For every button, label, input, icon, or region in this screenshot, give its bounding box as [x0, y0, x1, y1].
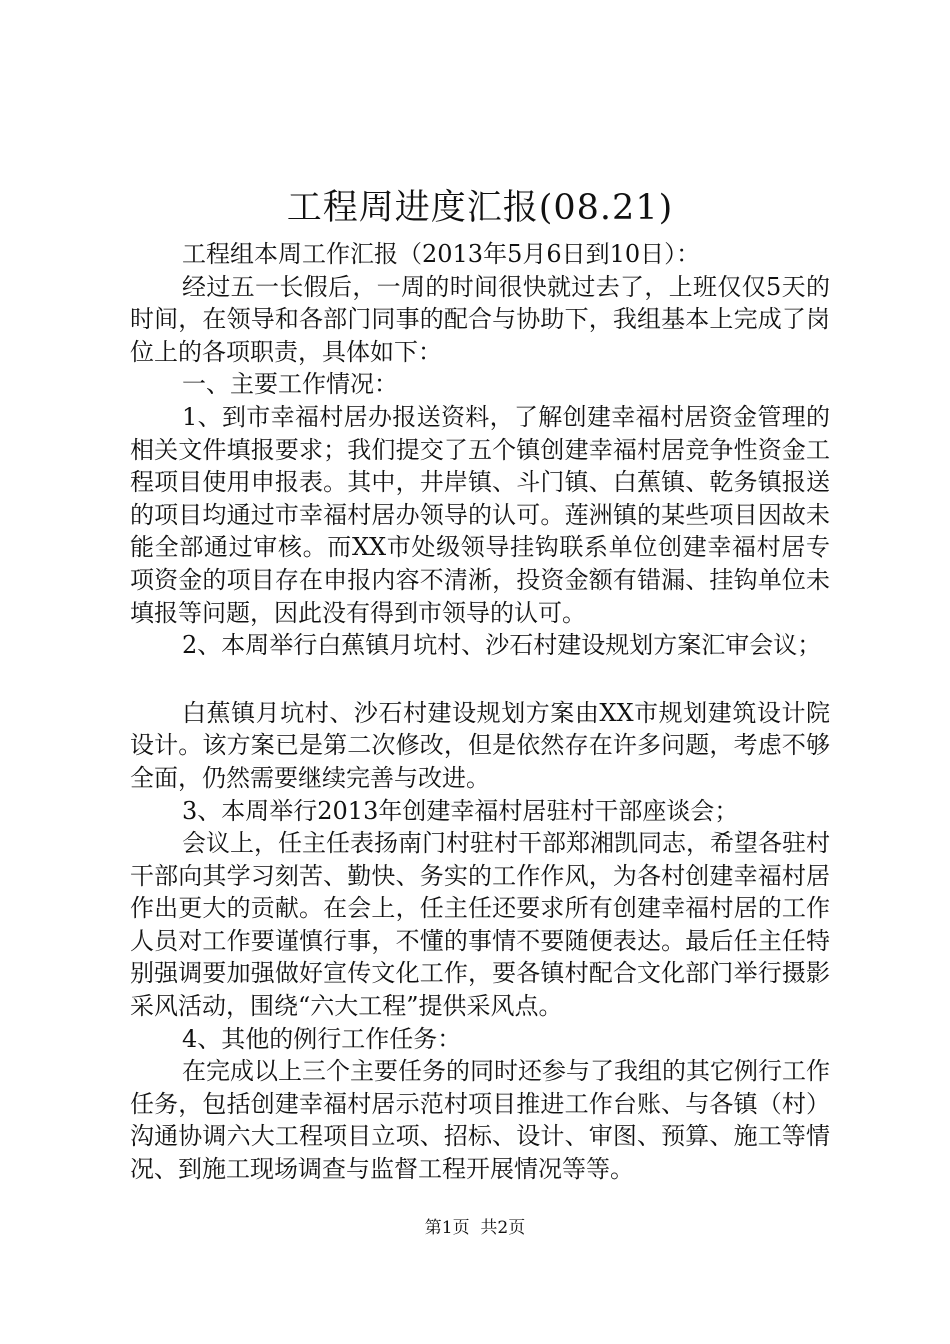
summary-paragraph: 经过五一长假后，一周的时间很快就过去了，上班仅仅5天的时间，在领导和各部门同事的配合与协助下，我组基本上完成了岗位上的各项职责，具体如下： — [130, 272, 830, 366]
item-1-paragraph: 1、到市幸福村居办报送资料，了解创建幸福村居资金管理的相关文件填报要求；我们提交了五个镇创建幸福村居竞争性资金工程项目使用申报表。其中，井岸镇、斗门镇、白蕉镇、乾务镇报送的项目均通过市幸福村居办领导的认可。莲洲镇的某些项目因故未能全部通过审核。而XX市处级领导挂钩联系单位创建幸福村居专项资金的项目存在申报内容不清淅，投资金额有错漏、挂钩单位未填报等问题，因此没有得到市领导的认可。 — [130, 402, 830, 627]
item-3-paragraph: 会议上，任主任表扬南门村驻村干部郑湘凯同志，希望各驻村干部向其学习刻苦、勤快、务实的工作作风，为各村创建幸福村居作出更大的贡献。在会上，任主任还要求所有创建幸福村居的工作人员对工作要谨慎行事，不懂的事情不要随便表达。最后任主任特别强调要加强做好宣传文化工作，要各镇村配合文化部门举行摄影采风活动，围绕“六大工程”提供采风点。 — [130, 829, 830, 1021]
blank-line — [130, 662, 830, 697]
item-2-paragraph: 白蕉镇月坑村、沙石村建设规划方案由XX市规划建筑设计院设计。该方案已是第二次修改，但是依然存在许多问题，考虑不够全面，仍然需要继续完善与改进。 — [130, 698, 830, 792]
document-title: 工程周进度汇报(08.21) — [286, 188, 674, 228]
page-number-footer: 第1页 共2页 — [424, 1218, 526, 1238]
item-2-heading: 2、本周举行白蕉镇月坑村、沙石村建设规划方案汇审会议； — [182, 631, 822, 660]
item-4-heading: 4、其他的例行工作任务： — [182, 1024, 462, 1053]
section-heading: 一、主要工作情况： — [182, 370, 398, 399]
item-4-paragraph: 在完成以上三个主要任务的同时还参与了我组的其它例行工作任务，包括创建幸福村居示范村项目推进工作台账、与各镇（村）沟通协调六大工程项目立项、招标、设计、审图、预算、施工等情况、到施工现场调查与监督工程开展情况等等。 — [130, 1057, 830, 1184]
intro-paragraph: 工程组本周工作汇报（2013年5月6日到10日）： — [182, 240, 701, 268]
item-3-heading: 3、本周举行2013年创建幸福村居驻村干部座谈会； — [182, 796, 739, 825]
document-page — [130, 184, 830, 1186]
